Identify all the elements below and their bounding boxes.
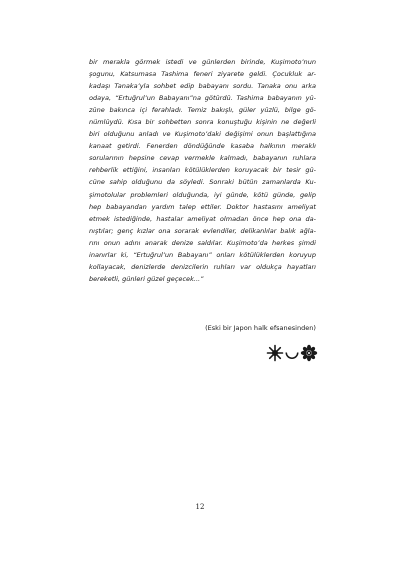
page-number: 12 — [195, 503, 205, 511]
text-line: kadaşı Tanaka’yla sohbet edip babayanı sordu. Tanaka onu arka — [89, 82, 316, 91]
text-line: bereketli, günleri güzel geçecek...” — [89, 274, 204, 283]
text-line: nümlüydü. Kısa bir sohbetten sonra konuştuğu kişinin ne değerli — [89, 118, 316, 127]
asterisk-flower-icon — [268, 346, 283, 361]
text-line: bir merakla görmek istedi ve günlerden birinde, Kuşimoto’nun — [89, 58, 316, 66]
text-line: etmek istediğinde, hastalar ameliyat olmadan önce hep ona da- — [89, 214, 316, 223]
text-line: şimotolular problemleri olduğunda, iyi günde, kötü günde, gelip — [89, 190, 316, 199]
ornament — [266, 344, 318, 362]
text-line: sorularının hepsine cevap vermekle kalmadı, babayanın ruhlara — [89, 154, 316, 163]
text-line: inanırlar ki, “Ertuğrul’un Babayanı” onları kötülüklerden koruyup — [89, 250, 316, 259]
crescent-icon — [286, 353, 299, 360]
text-line: odaya, “Ertuğrul’un Babayanı”na götürdü. Tashima babayanın yü- — [89, 94, 316, 103]
source-attribution: (Eski bir Japon halk efsanesinden) — [205, 324, 316, 332]
text-line: cüne sahip olduğunu da söyledi. Sonraki bütün zamanlarda Ku- — [89, 178, 316, 187]
text-line: biri olduğunu anladı ve Kuşimoto’daki değişimi onun başlattığına — [89, 130, 316, 139]
text-line: züne bakınca içi ferahladı. Temiz bakışlı, güler yüzlü, bilge gö- — [89, 106, 316, 115]
text-line: hep babayandan yardım talep ettiler. Doktor hastasını ameliyat — [89, 202, 316, 211]
story-paragraph — [89, 56, 316, 285]
text-line: rehberlik ettiğini, insanları kötülüklerden koruyacak bir tesir gü- — [89, 166, 316, 175]
text-line: nıştılar; genç kızlar ona sorarak evlendiler, delikanlılar balık ağla- — [89, 226, 316, 235]
text-line: kanaat getirdi. Fenerden döndüğünde kasaba halkının meraklı — [89, 142, 316, 151]
text-line: şogunu, Katsumasa Tashima feneri ziyarete geldi. Çocukluk ar- — [89, 70, 316, 79]
text-line: rını onun adını anarak denize saldılar. Kuşimoto’da herkes şimdi — [89, 238, 316, 247]
rosette-icon — [301, 345, 317, 361]
text-line: kollayacak, denizlerde denizcilerin ruhları var oldukça hayatları — [89, 262, 316, 271]
